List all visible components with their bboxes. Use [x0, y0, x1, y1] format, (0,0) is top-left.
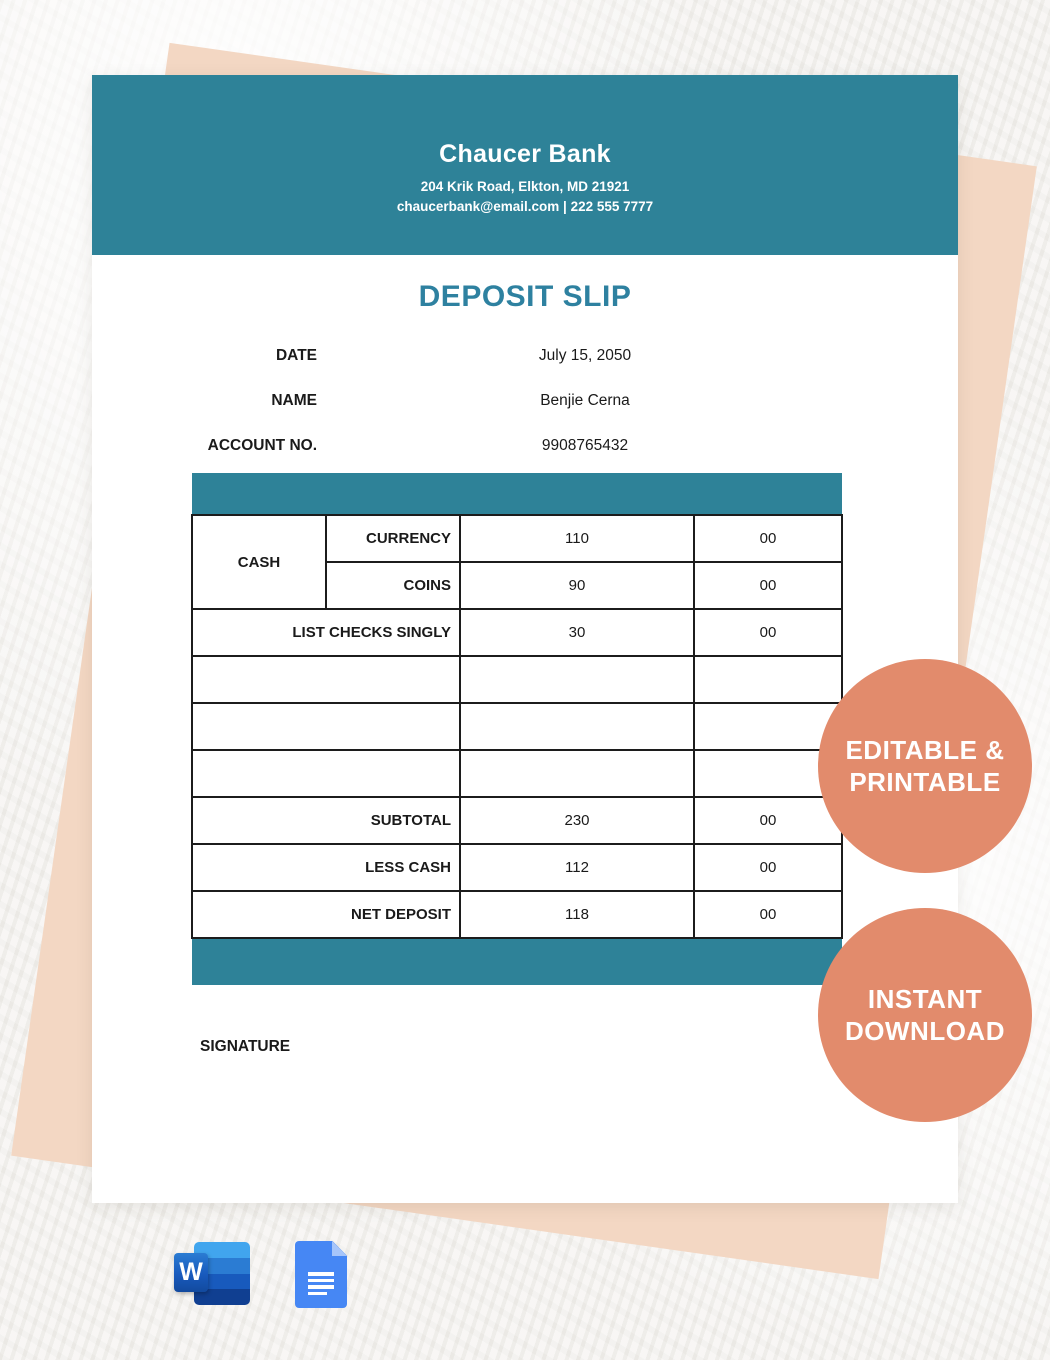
subtotal-amount-cell: 230: [460, 797, 694, 844]
currency-cents-cell: 00: [694, 515, 842, 562]
table-row-currency: [192, 515, 842, 562]
badge-line: PRINTABLE: [849, 767, 1001, 797]
net-deposit-amount-cell: 118: [460, 891, 694, 938]
badge-line: EDITABLE &: [845, 735, 1005, 765]
table-header-bar: [192, 473, 842, 515]
table-row-empty: [192, 703, 842, 750]
list-checks-amount-cell: 30: [460, 609, 694, 656]
date-value: July 15, 2050: [538, 347, 632, 364]
net-deposit-cents-cell: 00: [694, 891, 842, 938]
less-cash-cents-cell: 00: [694, 844, 842, 891]
table-footer-bar: [192, 938, 842, 985]
field-list: [92, 333, 958, 468]
page-title: DEPOSIT SLIP: [418, 280, 632, 313]
table-row-empty: [192, 750, 842, 797]
badge-line: INSTANT: [867, 984, 983, 1014]
gdocs-folded-corner: [332, 1241, 347, 1256]
editable-printable-badge: [818, 659, 1032, 873]
name-label: NAME: [271, 392, 317, 409]
coins-label-cell: COINS: [326, 562, 460, 609]
bank-contact: chaucerbank@email.com | 222 555 7777: [396, 199, 654, 214]
word-letter-tile: W: [174, 1253, 208, 1292]
coins-cents-cell: 00: [694, 562, 842, 609]
list-checks-label-cell: LIST CHECKS SINGLY: [192, 609, 460, 656]
instant-download-badge: [818, 908, 1032, 1122]
coins-amount-cell: 90: [460, 562, 694, 609]
name-value: Benjie Cerna: [540, 392, 630, 409]
word-icon[interactable]: [174, 1238, 252, 1308]
currency-label-cell: CURRENCY: [326, 515, 460, 562]
account-no-label: ACCOUNT NO.: [207, 437, 317, 454]
subtotal-cents-cell: 00: [694, 797, 842, 844]
subtotal-label-cell: SUBTOTAL: [192, 797, 460, 844]
field-row-date: [92, 333, 958, 378]
bank-address: 204 Krik Road, Elkton, MD 21921: [420, 179, 630, 194]
table-row-subtotal: [192, 797, 842, 844]
table-row-less-cash: [192, 844, 842, 891]
table-row-list-checks: [192, 609, 842, 656]
net-deposit-label-cell: NET DEPOSIT: [192, 891, 460, 938]
deposit-table: [191, 473, 843, 985]
less-cash-amount-cell: 112: [460, 844, 694, 891]
date-label: DATE: [275, 347, 317, 364]
table-row-net-deposit: [192, 891, 842, 938]
google-docs-icon[interactable]: [295, 1241, 347, 1308]
signature-label: SIGNATURE: [200, 1038, 291, 1055]
bank-header: [92, 75, 958, 255]
bank-name: Chaucer Bank: [439, 140, 611, 168]
currency-amount-cell: 110: [460, 515, 694, 562]
less-cash-label-cell: LESS CASH: [192, 844, 460, 891]
field-row-name: [92, 378, 958, 423]
badge-line: DOWNLOAD: [845, 1016, 1005, 1046]
cash-group-cell: CASH: [192, 515, 326, 609]
table-row-empty: [192, 656, 842, 703]
account-no-value: 9908765432: [541, 437, 629, 454]
field-row-account: [92, 423, 958, 468]
list-checks-cents-cell: 00: [694, 609, 842, 656]
